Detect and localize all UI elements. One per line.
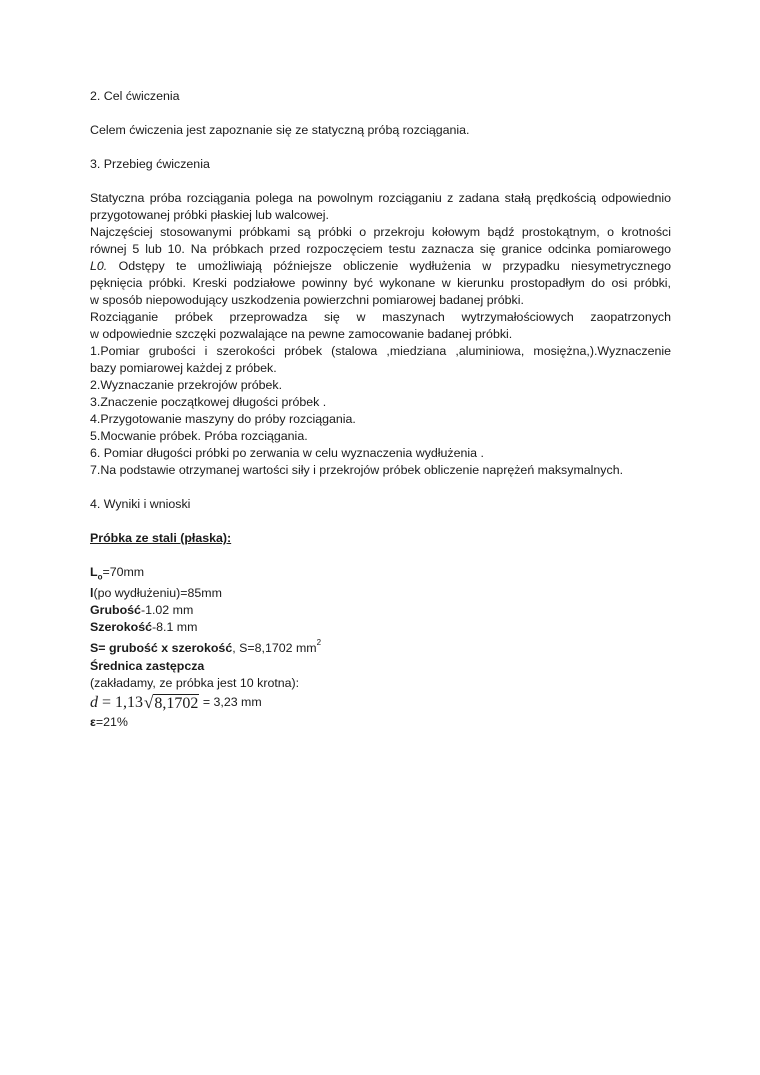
formula-variable: d [90,694,98,712]
square-root-icon: √ [144,693,154,713]
list-item-continuation: bazy pomiarowej każdej z próbek. [90,361,277,375]
formula-radicand: 8,1702 [154,694,199,712]
paragraph-line-l0 [90,258,671,275]
section-3-heading: 3. Przebieg ćwiczenia [90,157,210,171]
section-2-text: Celem ćwiczenia jest zapoznanie się ze statyczną próbą rozciągania. [90,123,470,137]
section-2-heading: 2. Cel ćwiczenia [90,89,180,103]
area-label: S= grubość x szerokość [90,641,233,656]
list-item: 7.Na podstawie otrzymanej wartości siły i przekrojów próbek obliczenie naprężeń maksymalnych. [90,463,624,477]
assumption-text: (zakładamy, ze próbka jest 10 krotna): [90,675,300,690]
width-label: Szerokość [90,620,152,635]
paragraph-line: równej 5 lub 10. Na próbkach przed rozpoczęciem testu zaznacza się granice odcinka pomiarowego [90,242,671,256]
spacer [90,105,671,122]
initial-length-row [90,564,671,585]
area-exponent: 2 [316,638,322,648]
document-page [90,88,671,731]
elongation-row [90,714,671,731]
lo-symbol: L [90,565,98,579]
spacer [90,513,671,530]
spacer [90,173,671,190]
diameter-formula-row [90,692,671,714]
sample-title: Próbka ze stali (płaska): [90,531,232,545]
final-length-row [90,585,671,602]
lo-subscript: o [97,572,103,582]
width-value: -8.1 mm [151,620,198,635]
l0-label: L0. [90,259,108,273]
list-item: 1.Pomiar grubości i szerokości próbek (stalowa ,miedziana ,aluminiowa, mosiężna,).Wyznaczenie [90,344,671,358]
list-item: 2.Wyznaczanie przekrojów próbek. [90,378,283,392]
area-value: , S=8,1702 mm [232,641,317,656]
epsilon-symbol: ε [90,714,96,729]
paragraph-line-text: Odstępy te umożliwiają późniejsze obliczenie wydłużenia w przypadku niesymetrycznego [118,259,671,273]
spacer [90,479,671,496]
spacer [90,139,671,156]
thickness-label: Grubość [90,603,141,618]
l-value: (po wydłużeniu)=85mm [93,586,222,601]
paragraph-line: Statyczna próba rozciągania polega na powolnym rozciąganiu z zadana stałą prędkością odpowiednio [90,191,671,205]
paragraph-line: w odpowiednie szczęki pozwalające na pewne zamocowanie badanej próbki. [90,327,513,341]
formula-result: = 3,23 mm [199,695,262,710]
spacer [90,547,671,564]
diameter-label: Średnica zastępcza [90,658,205,673]
l-symbol: l [90,586,94,601]
section-4-heading: 4. Wyniki i wnioski [90,497,191,511]
list-item: 5.Mocwanie próbek. Próba rozciągania. [90,429,308,443]
list-item: 4.Przygotowanie maszyny do próby rozciągania. [90,412,356,426]
lo-value: =70mm [102,565,145,579]
paragraph-line: Najczęściej stosowanymi próbkami są próbki o przekroju kołowym bądź prostokątnym, o krotności [90,225,671,239]
list-item: 6. Pomiar długości próbki po zerwania w celu wyznaczenia wydłużenia . [90,446,484,460]
formula-coefficient: = 1,13 [98,694,144,712]
paragraph-line: pęknięcia próbki. Kreski podziałowe powinny być wykonane w kierunku prostopadłym do osi próbki, [90,276,671,290]
area-row [90,636,671,657]
paragraph-line: Rozciąganie próbek przeprowadza się w maszynach wytrzymałościowych zaopatrzonych [90,310,671,324]
epsilon-value: =21% [95,714,128,729]
paragraph-line: przygotowanej próbki płaskiej lub walcowej. [90,208,329,222]
list-item: 3.Znaczenie początkowej długości próbek . [90,395,327,409]
width-row [90,619,671,636]
thickness-row [90,602,671,619]
diameter-formula [90,694,199,712]
paragraph-line: w sposób niepowodujący uszkodzenia powierzchni pomiarowej badanej próbki. [90,293,524,307]
thickness-value: -1.02 mm [140,603,194,618]
